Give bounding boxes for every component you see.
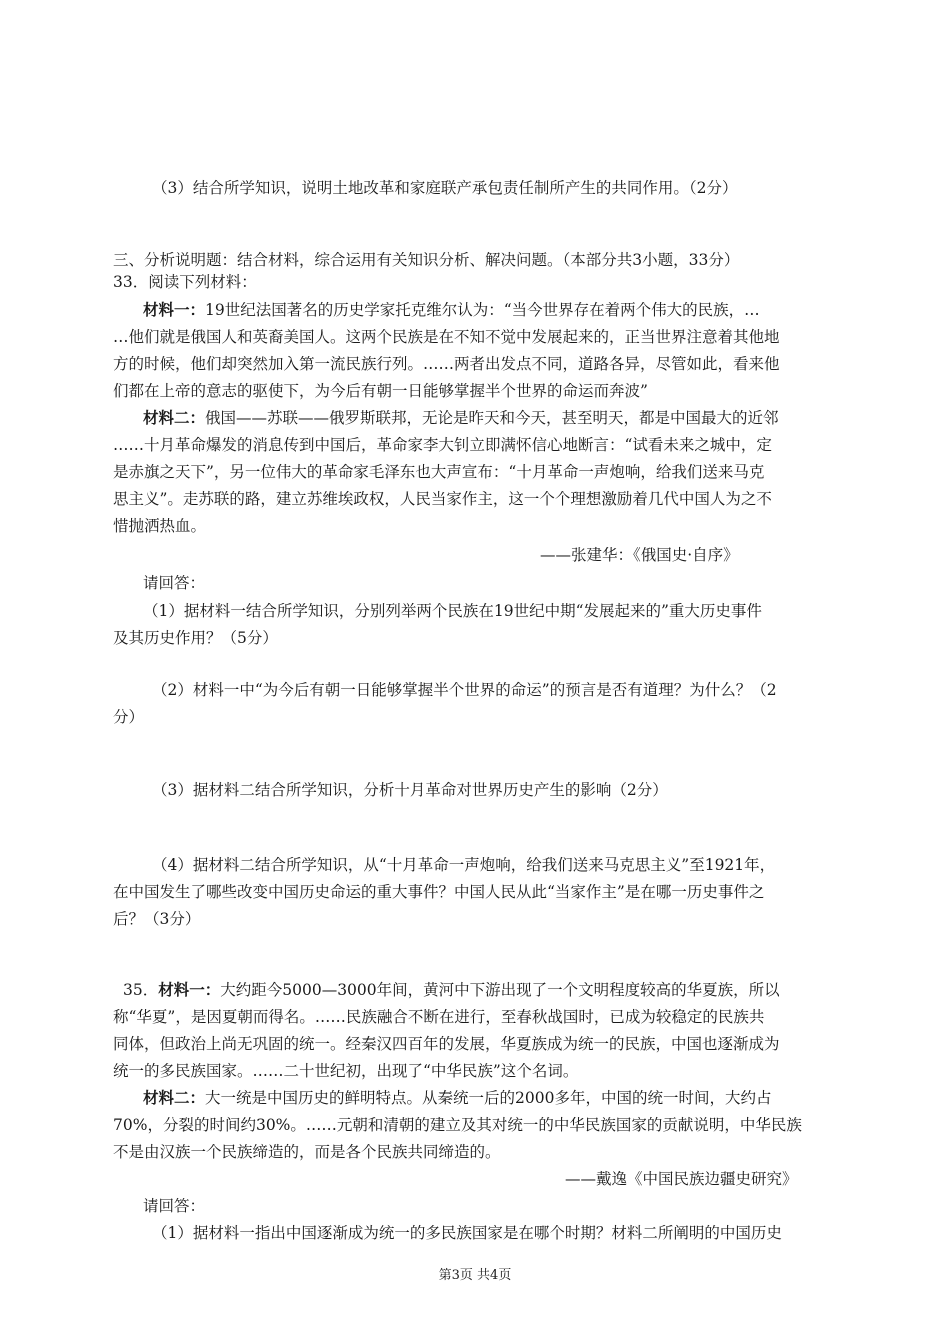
q33-source: ——张建华：《俄国史·自序》	[540, 546, 739, 564]
material-text: 俄国——苏联——俄罗斯联邦，无论是昨天和今天，甚至明天，都是中国最大的近邻	[205, 409, 779, 427]
material-label: 材料二：	[143, 408, 206, 427]
material-text: 不是由汉族一个民族缔造的，而是各个民族共同缔造的。	[113, 1143, 501, 1161]
material-text: 大一统是中国历史的鲜明特点。从秦统一后的2000多年，中国的统一时间，大约占	[205, 1089, 772, 1107]
material-text: 统一的多民族国家。……二十世纪初，出现了“中华民族”这个名词。	[113, 1062, 579, 1080]
question-number: 35．	[123, 981, 159, 999]
question-32-3: （3）结合所学知识，说明土地改革和家庭联产承包责任制所产生的共同作用。（2分）	[152, 179, 738, 197]
material-text: 惜抛洒热血。	[113, 517, 207, 535]
material-text: 方的时候，他们却突然加入第一流民族行列。……两者出发点不同，道路各异，尽管如此，看来他	[113, 355, 780, 373]
material-text: ……十月革命爆发的消息传到中国后，革命家李大钊立即满怀信心地断言：“试看未来之城中，定	[113, 436, 772, 454]
material-text: 是赤旗之天下”，另一位伟大的革命家毛泽东也大声宣布：“十月革命一声炮响，给我们送来马克	[113, 463, 765, 481]
q33-ask: 请回答：	[143, 574, 206, 592]
material-text: 称“华夏”，是因夏朝而得名。……民族融合不断在进行，至春秋战国时，已成为较稳定的民族共	[113, 1008, 765, 1026]
material-text: 大约距今5000—3000年间，黄河中下游出现了一个文明程度较高的华夏族，所以	[220, 981, 780, 999]
material-text: 同体，但政治上尚无巩固的统一。经秦汉四百年的发展，华夏族成为统一的民族，中国也逐渐成为	[113, 1035, 780, 1053]
material-label: 材料二：	[143, 1088, 206, 1107]
section-3-heading: 三、分析说明题：结合材料，综合运用有关知识分析、解决问题。（本部分共3小题，33分）	[113, 251, 740, 269]
material-text: 19世纪法国著名的历史学家托克维尔认为：“当今世界存在着两个伟大的民族，…	[205, 301, 760, 319]
material-label: 材料一：	[158, 980, 221, 999]
question-33-title: 33．阅读下列材料：	[113, 273, 257, 291]
material-text: 70%，分裂的时间约30%。……元朝和清朝的建立及其对统一的中华民族国家的贡献说明，中华民族	[113, 1116, 802, 1134]
q35-ask: 请回答：	[143, 1197, 206, 1215]
material-text: 们都在上帝的意志的驱使下，为今后有朝一日能够掌握半个世界的命运而奔波”	[113, 382, 648, 400]
material-label: 材料一：	[143, 300, 206, 319]
page-footer: 第3页 共4页	[438, 1268, 512, 1283]
q35-subquestion-1: （1）据材料一指出中国逐渐成为统一的多民族国家是在哪个时期？材料二所阐明的中国历史	[152, 1224, 782, 1242]
material-text: 思主义”。走苏联的路，建立苏维埃政权，人民当家作主，这一个个理想激励着几代中国人为之不	[113, 490, 772, 508]
material-text: …他们就是俄国人和英裔美国人。这两个民族是在不知不觉中发展起来的，正当世界注意着其他地	[113, 328, 780, 346]
q35-source: ——戴逸《中国民族边疆史研究》	[565, 1170, 798, 1188]
